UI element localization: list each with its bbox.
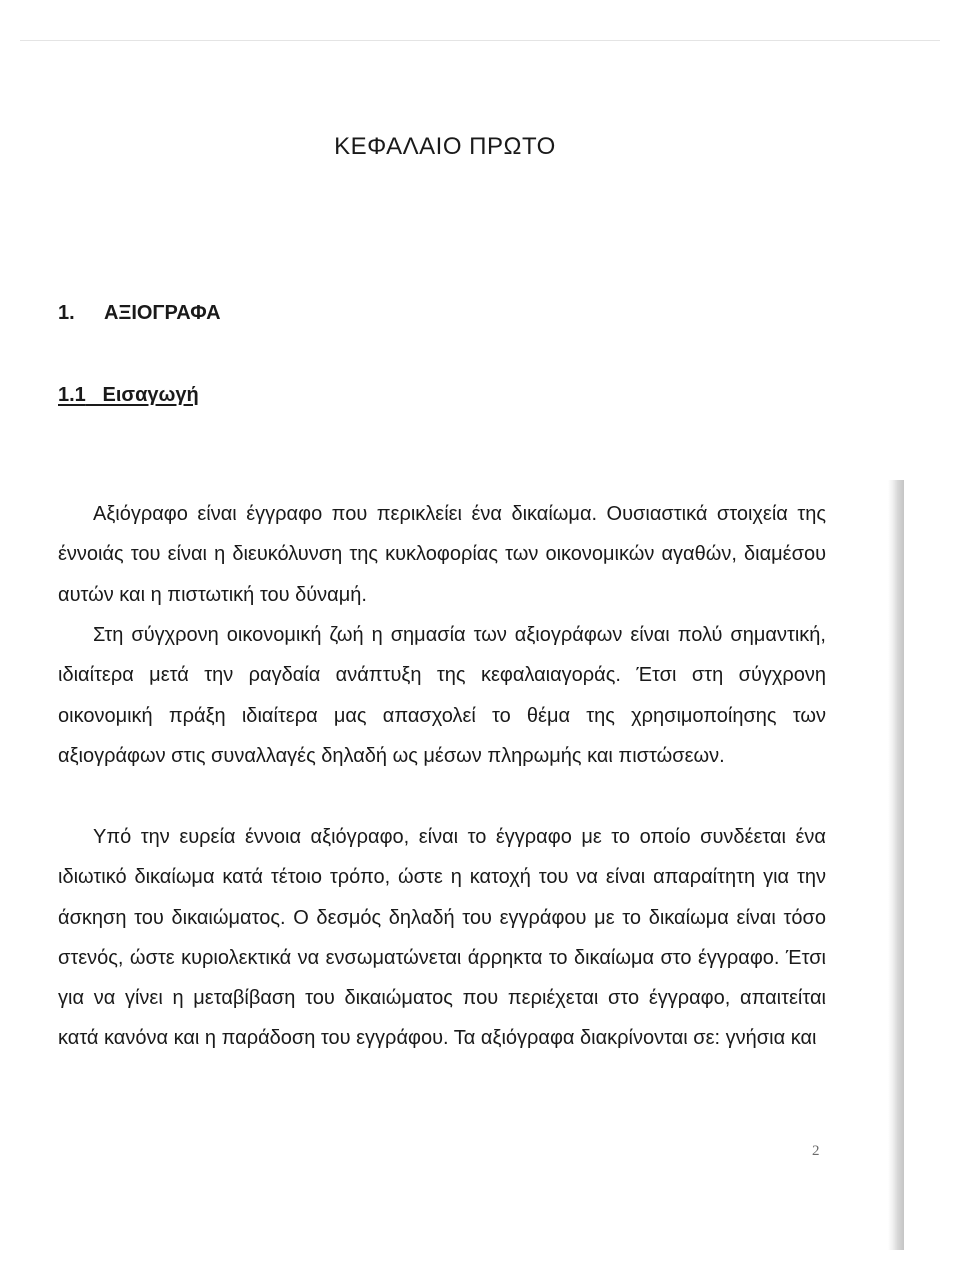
- subsection-title: Εισαγωγή: [102, 384, 199, 406]
- section-number: 1.: [58, 302, 75, 324]
- paragraph-2: Στη σύγχρονη οικονομική ζωή η σημασία των αξιογράφων είναι πολύ σημαντική, ιδιαίτερα μετά την ραγδαία ανάπτυξη της κεφαλαιαγοράς. Έτσι στη σύγχρονη οικονομική πράξη ιδιαίτερα μας απασχολεί το θέμα της χρησιμοποίησης των αξιογράφων στις συναλλαγές δηλαδή ως μέσων πληρωμής και πιστώσεων.: [58, 624, 826, 767]
- paragraph-1: Αξιόγραφο είναι έγγραφο που περικλείει ένα δικαίωμα. Ουσιαστικά στοιχεία της έννοιάς του είναι η διευκόλυνση της κυκλοφορίας των οικονομικών αγαθών, διαμέσου αυτών και η πιστωτική του δύναμή.: [58, 503, 826, 606]
- section-heading: [58, 302, 221, 325]
- subsection-heading: [58, 384, 199, 407]
- page-number: 2: [812, 1143, 820, 1159]
- chapter-title: ΚΕΦΑΛΑΙΟ ΠΡΩΤΟ: [334, 133, 556, 160]
- scan-artifact-top-line: [20, 40, 940, 41]
- scan-artifact-page-edge: [888, 480, 904, 1250]
- paragraph-3: Υπό την ευρεία έννοια αξιόγραφο, είναι το έγγραφο με το οποίο συνδέεται ένα ιδιωτικό δικαίωμα κατά τέτοιο τρόπο, ώστε η κατοχή του να είναι απαραίτητη για την άσκηση του δικαιώματος. Ο δεσμός δηλαδή του εγγράφου με το δικαίωμα είναι τόσο στενός, ώστε κυριολεκτικά να ενσωματώνεται άρρηκτα το δικαίωμα στο έγγραφο. Έτσι για να γίνει η μεταβίβαση του δικαιώματος που περιέχεται στο έγγραφο, απαιτείται κατά κανόνα και η παράδοση του εγγράφου. Τα αξιόγραφα διακρίνονται σε: γνήσια και: [58, 826, 826, 1050]
- section-title: ΑΞΙΟΓΡΑΦΑ: [104, 302, 221, 324]
- subsection-number: 1.1: [58, 384, 86, 406]
